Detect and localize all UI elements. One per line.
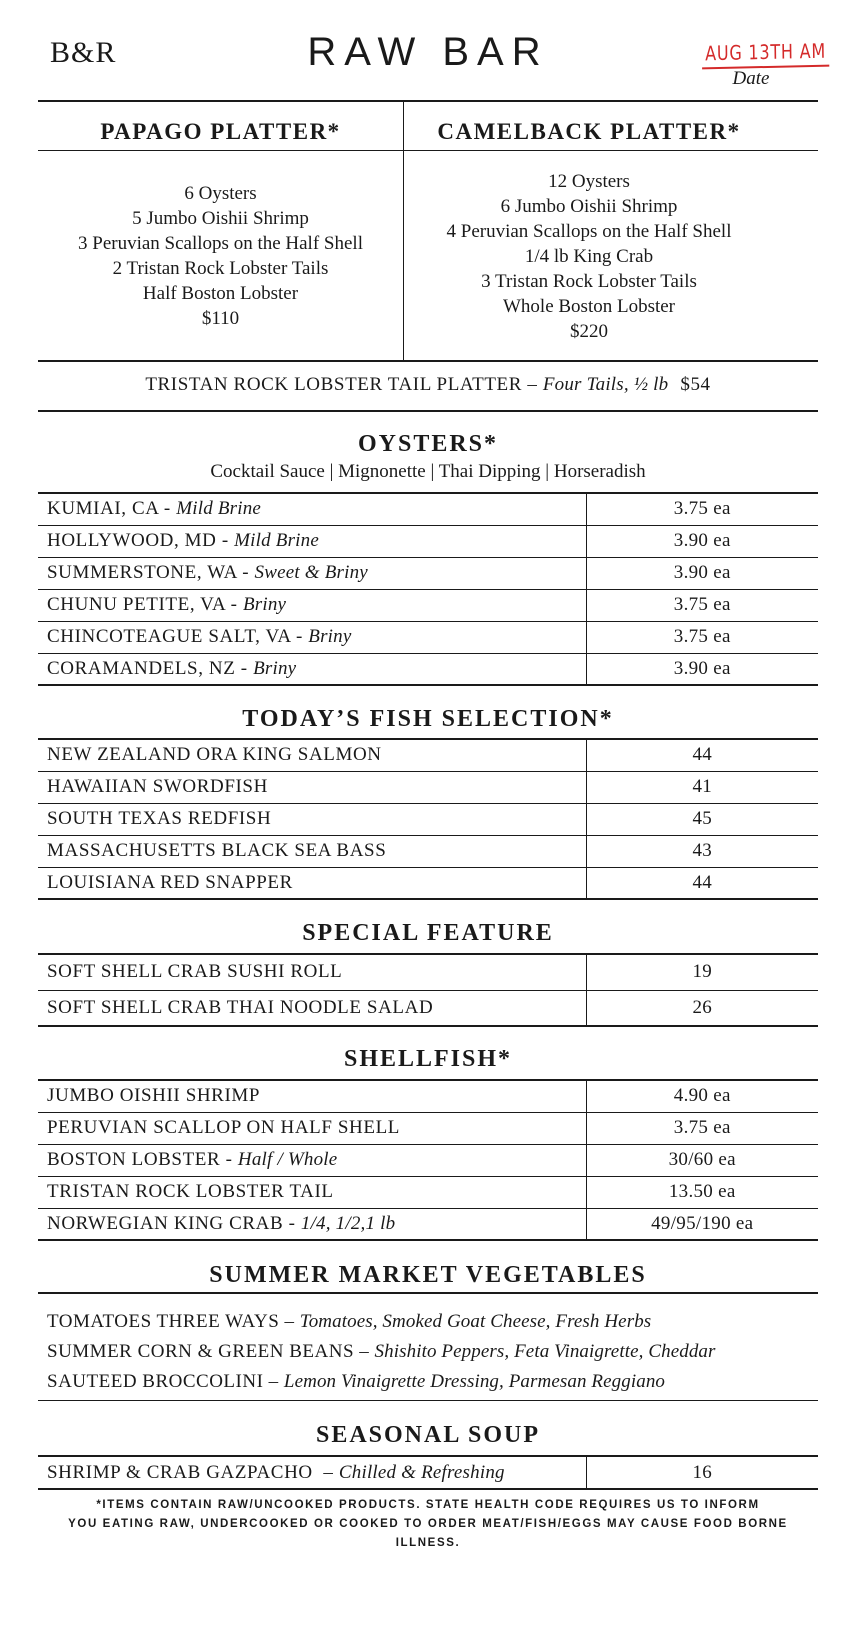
table-row: [38, 1176, 818, 1208]
item-name: SAUTEED BROCCOLINI: [47, 1371, 264, 1392]
item-price: 19: [586, 954, 818, 990]
logo: B&R: [50, 36, 117, 69]
item-name: HAWAIIAN SWORDFISH: [38, 771, 586, 803]
platter-item: 2 Tristan Rock Lobster Tails: [112, 258, 329, 279]
health-disclaimer: [38, 1496, 818, 1553]
item-desc: Lemon Vinaigrette Dressing, Parmesan Reggiano: [283, 1371, 666, 1392]
item-price: 30/60 ea: [586, 1144, 818, 1176]
platter-item: Half Boston Lobster: [142, 283, 299, 304]
platter-item: 5 Jumbo Oishii Shrimp: [132, 208, 309, 229]
item-name: MASSACHUSETTS BLACK SEA BASS: [38, 835, 586, 867]
item-price: 3.90 ea: [586, 525, 818, 557]
table-row: [38, 1112, 818, 1144]
header: [38, 0, 827, 106]
item-name: CHINCOTEAGUE SALT, VA: [47, 626, 291, 647]
list-item: SAUTEED BROCCOLINI – Lemon Vinaigrette Dressing, Parmesan Reggiano: [47, 1371, 666, 1392]
oysters-title: OYSTERS*: [357, 431, 499, 457]
vegetables-title: SUMMER MARKET VEGETABLES: [209, 1262, 647, 1288]
shellfish-table: [38, 1079, 818, 1241]
special-table: [38, 953, 818, 1027]
table-row: CORAMANDELS, NZ - Briny 3.90 ea: [38, 653, 818, 685]
soup-table: [38, 1455, 818, 1490]
item-name: SOUTH TEXAS REDFISH: [38, 803, 586, 835]
platter-item: 12 Oysters: [548, 170, 630, 192]
platter-item: 1/4 lb King Crab: [524, 245, 654, 267]
item-price: 4.90 ea: [586, 1080, 818, 1112]
list-item: TOMATOES THREE WAYS – Tomatoes, Smoked Goat Cheese, Fresh Herbs: [47, 1311, 652, 1332]
item-price: 3.90 ea: [586, 653, 818, 685]
item-name: SOFT SHELL CRAB SUSHI ROLL: [38, 954, 586, 990]
item-name: CORAMANDELS, NZ: [47, 657, 236, 679]
shellfish-title: SHELLFISH*: [343, 1046, 513, 1072]
item-name: SOFT SHELL CRAB THAI NOODLE SALAD: [38, 990, 586, 1026]
platter-item: 6 Oysters: [184, 183, 257, 204]
platter-title-papago: PAPAGO PLATTER*: [100, 119, 341, 144]
oysters-sauces: Cocktail Sauce | Mignonette | Thai Dipping | Horseradish: [210, 461, 646, 482]
date-label: Date: [732, 68, 770, 89]
platter-price: $110: [201, 308, 240, 329]
lobster-tail-platter: [38, 360, 818, 410]
platter-item: 6 Jumbo Oishii Shrimp: [500, 195, 678, 217]
item-price: 49/95/190 ea: [586, 1208, 818, 1240]
fish-title: TODAY’S FISH SELECTION*: [242, 706, 614, 732]
table-row: CHINCOTEAGUE SALT, VA - Briny 3.75 ea: [38, 621, 818, 653]
lobster-platter-desc: Four Tails, ½ lb: [542, 374, 669, 395]
item-name: SHRIMP & CRAB GAZPACHO: [47, 1461, 313, 1483]
item-price: 3.75 ea: [586, 589, 818, 621]
platter-title-camelback: CAMELBACK PLATTER*: [437, 119, 741, 144]
item-note: Mild Brine: [176, 498, 262, 520]
table-row: SHRIMP & CRAB GAZPACHO – Chilled & Refreshing 16: [38, 1456, 818, 1489]
item-name: BOSTON LOBSTER: [47, 1149, 221, 1170]
platter-papago-items: [38, 152, 403, 360]
fish-table: [38, 738, 818, 900]
item-name: KUMIAI, CA: [47, 498, 159, 520]
platter-price: $220: [570, 320, 608, 342]
table-row: [38, 1080, 818, 1112]
item-note: Half / Whole: [237, 1149, 338, 1170]
item-name: LOUISIANA RED SNAPPER: [38, 867, 586, 899]
item-note: Sweet & Briny: [254, 562, 368, 583]
platter-item: 3 Peruvian Scallops on the Half Shell: [78, 233, 363, 254]
divider: [38, 1400, 818, 1401]
table-row: [38, 739, 818, 771]
item-name: NORWEGIAN KING CRAB: [47, 1212, 284, 1234]
platter-item: Whole Boston Lobster: [502, 295, 676, 317]
lobster-platter-price: $54: [680, 374, 711, 395]
item-note: Briny: [242, 594, 287, 615]
table-row: [38, 867, 818, 899]
divider: [38, 100, 818, 102]
item-price: 43: [586, 835, 818, 867]
item-price: 13.50 ea: [586, 1176, 818, 1208]
item-desc: Shishito Peppers, Feta Vinaigrette, Cheddar: [374, 1341, 716, 1362]
item-note: Briny: [308, 626, 352, 647]
table-row: [38, 771, 818, 803]
item-name: PERUVIAN SCALLOP ON HALF SHELL: [47, 1117, 400, 1138]
disclaimer-line: *ITEMS CONTAIN RAW/UNCOOKED PRODUCTS. STATE HEALTH CODE REQUIRES US TO INFORM: [96, 1499, 760, 1511]
item-name: TRISTAN ROCK LOBSTER TAIL: [47, 1181, 334, 1202]
item-desc: Tomatoes, Smoked Goat Cheese, Fresh Herbs: [299, 1311, 652, 1332]
item-note: 1/4, 1/2,1 lb: [300, 1212, 396, 1234]
page-title: RAW BAR: [307, 30, 549, 74]
item-price: 3.75 ea: [586, 493, 818, 525]
platter-item: 3 Tristan Rock Lobster Tails: [481, 270, 697, 292]
table-row: NORWEGIAN KING CRAB - 1/4, 1/2,1 lb 49/95/190 ea: [38, 1208, 818, 1240]
item-price: 44: [586, 739, 818, 771]
platter-camelback-items: [403, 152, 775, 360]
item-name: SUMMERSTONE, WA: [47, 562, 237, 583]
item-price: 44: [586, 867, 818, 899]
item-note: Mild Brine: [234, 530, 319, 551]
special-title: SPECIAL FEATURE: [302, 920, 554, 946]
table-row: [38, 835, 818, 867]
item-price: 45: [586, 803, 818, 835]
table-row: [38, 803, 818, 835]
item-price: 16: [586, 1456, 818, 1489]
item-name: TOMATOES THREE WAYS: [47, 1311, 280, 1332]
vegetables-list: [38, 1293, 818, 1411]
table-row: CHUNU PETITE, VA - Briny 3.75 ea: [38, 589, 818, 621]
table-row: BOSTON LOBSTER - Half / Whole 30/60 ea: [38, 1144, 818, 1176]
item-price: 26: [586, 990, 818, 1026]
date-block: [686, 38, 827, 90]
item-name: SUMMER CORN & GREEN BEANS: [47, 1341, 355, 1362]
item-name: JUMBO OISHII SHRIMP: [47, 1085, 261, 1107]
item-name: HOLLYWOOD, MD: [47, 530, 217, 551]
item-price: 41: [586, 771, 818, 803]
lobster-platter-name: TRISTAN ROCK LOBSTER TAIL PLATTER: [145, 374, 523, 395]
table-row: KUMIAI, CA - Mild Brine 3.75 ea: [38, 493, 818, 525]
disclaimer-line: YOU EATING RAW, UNDERCOOKED OR COOKED TO ORDER MEAT/FISH/EGGS MAY CAUSE FOOD BORNE ILLNESS.: [68, 1518, 788, 1549]
item-price: 3.75 ea: [586, 1112, 818, 1144]
table-row: SUMMERSTONE, WA - Sweet & Briny 3.90 ea: [38, 557, 818, 589]
divider: [38, 410, 818, 412]
platter-item: 4 Peruvian Scallops on the Half Shell: [446, 220, 732, 242]
item-name: NEW ZEALAND ORA KING SALMON: [38, 739, 586, 771]
item-note: Briny: [253, 657, 297, 679]
item-name: CHUNU PETITE, VA: [47, 594, 226, 615]
table-row: [38, 990, 818, 1026]
item-price: 3.75 ea: [586, 621, 818, 653]
soup-title: SEASONAL SOUP: [315, 1422, 541, 1448]
table-row: HOLLYWOOD, MD - Mild Brine 3.90 ea: [38, 525, 818, 557]
list-item: SUMMER CORN & GREEN BEANS – Shishito Peppers, Feta Vinaigrette, Cheddar: [47, 1341, 716, 1362]
separator: –: [522, 374, 543, 395]
table-row: [38, 954, 818, 990]
oysters-table: [38, 492, 818, 686]
item-price: 3.90 ea: [586, 557, 818, 589]
date-value: AUG 13TH AM: [702, 39, 830, 70]
item-note: Chilled & Refreshing: [338, 1461, 505, 1483]
